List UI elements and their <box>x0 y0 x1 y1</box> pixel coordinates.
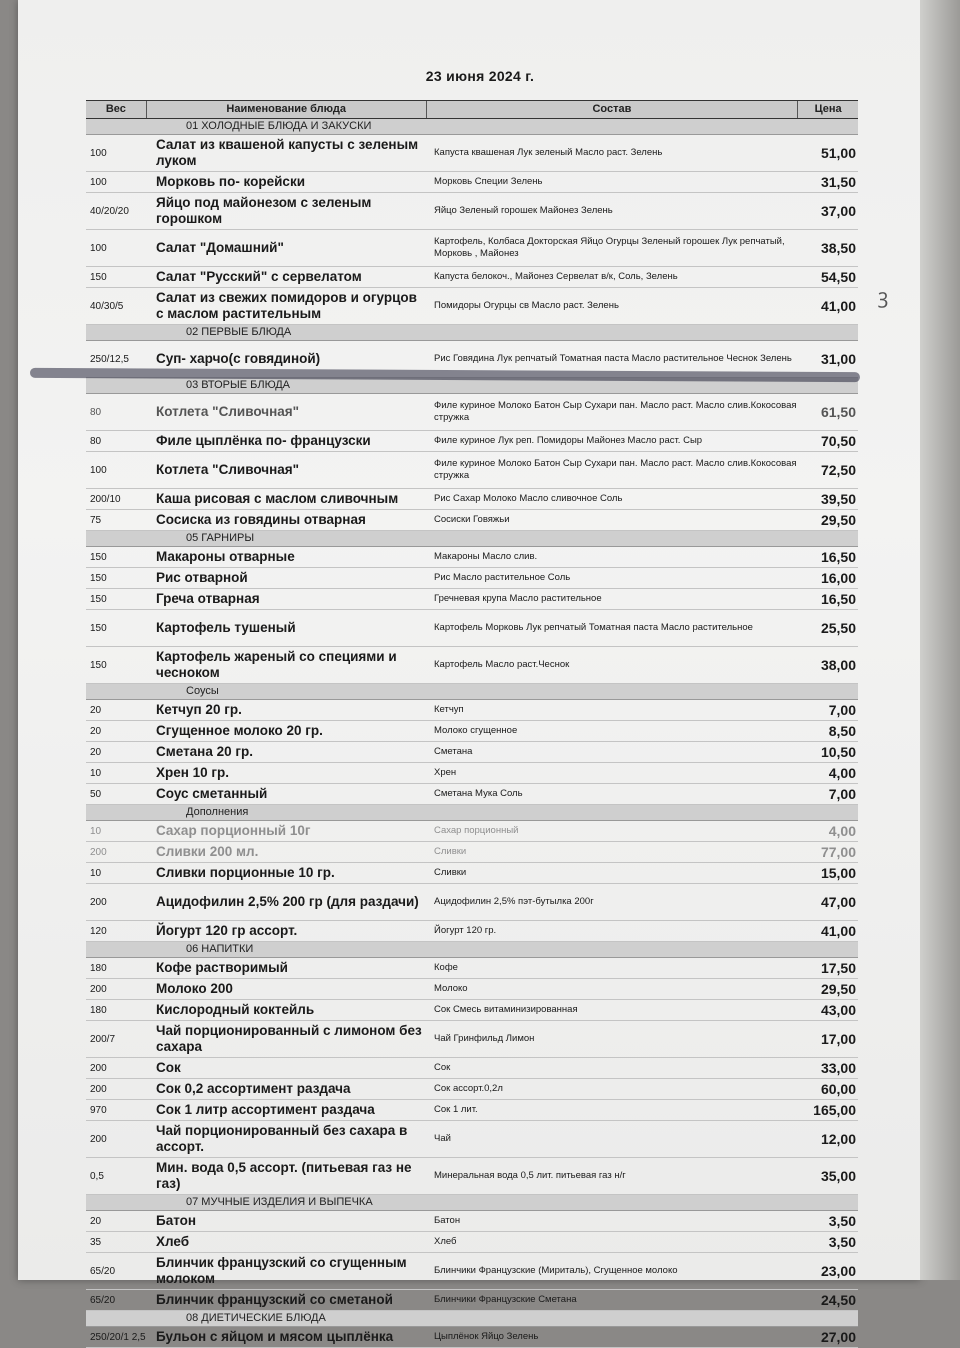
cell-name: Сок 1 литр ассортимент раздача <box>156 1102 375 1117</box>
cell-weight: 180 <box>90 962 107 974</box>
cell-name: Блинчик французский со сметаной <box>156 1292 393 1307</box>
table-row <box>86 1021 858 1058</box>
cell-weight: 75 <box>90 514 102 526</box>
table-row <box>86 921 858 942</box>
cell-weight: 200 <box>90 1062 107 1074</box>
header-weight: Вес <box>86 101 147 118</box>
table-row <box>86 1253 858 1290</box>
table-row <box>86 172 858 193</box>
cell-composition: Капуста квашеная Лук зеленый Масло раст. Зелень <box>434 147 663 158</box>
cell-composition: Сок Смесь витаминизированная <box>434 1004 578 1015</box>
cell-composition: Цыплёнок Яйцо Зелень <box>434 1331 539 1342</box>
cell-name: Ацидофилин 2,5% 200 гр (для раздачи) <box>156 894 419 909</box>
cell-name: Соус сметанный <box>156 786 268 801</box>
cell-weight: 65/20 <box>90 1294 116 1306</box>
table-row <box>86 193 858 230</box>
cell-weight: 20 <box>90 746 102 758</box>
cell-composition: Рис Масло растительное Соль <box>434 572 571 583</box>
table-row <box>86 821 858 842</box>
cell-name: Сахар порционный 10г <box>156 823 311 838</box>
cell-composition: Рис Говядина Лук репчатый Томатная паста Масло растительное Чеснок Зелень <box>434 353 792 364</box>
cell-weight: 150 <box>90 593 107 605</box>
table-row <box>86 267 858 288</box>
cell-name: Кетчуп 20 гр. <box>156 702 242 717</box>
cell-price: 7,00 <box>828 702 856 718</box>
cell-price: 165,00 <box>813 1102 856 1118</box>
cell-name: Кофе растворимый <box>156 960 288 975</box>
cell-name: Салат из квашеной капусты с зеленым луком <box>156 137 419 168</box>
header-name: Наименование блюда <box>147 101 427 118</box>
cell-composition: Йогурт 120 гр. <box>434 925 497 936</box>
cell-name: Хрен 10 гр. <box>156 765 230 780</box>
cell-composition: Ацидофилин 2,5% пэт-бутылка 200г <box>434 896 594 907</box>
cell-composition: Капуста белокоч., Майонез Сервелат в/к, Соль, Зелень <box>434 271 678 282</box>
cell-price: 7,00 <box>828 786 856 802</box>
table-row <box>86 135 858 172</box>
cell-weight: 0,5 <box>90 1170 104 1182</box>
cell-composition: Филе куриное Молоко Батон Сыр Сухари пан. Масло раст. Масло слив.Кокосовая стружка <box>434 400 797 423</box>
cell-price: 24,50 <box>820 1292 856 1308</box>
cell-price: 51,00 <box>820 145 856 161</box>
cell-weight: 150 <box>90 572 107 584</box>
cell-price: 10,50 <box>820 744 856 760</box>
table-row <box>86 288 858 325</box>
table-row <box>86 647 858 684</box>
cell-name: Йогурт 120 гр ассорт. <box>156 923 298 938</box>
cell-weight: 40/30/5 <box>90 300 124 312</box>
table-row <box>86 1100 858 1121</box>
cell-weight: 200 <box>90 1133 107 1145</box>
cell-name: Блинчик французский со сгущенным молоком <box>156 1255 407 1286</box>
cell-price: 29,50 <box>820 981 856 997</box>
cell-name: Кислородный коктейль <box>156 1002 315 1017</box>
section-title: 02 ПЕРВЫЕ БЛЮДА <box>86 325 858 341</box>
cell-price: 31,00 <box>820 351 856 367</box>
cell-name: Картофель тушеный <box>156 620 296 635</box>
cell-name: Яйцо под майонезом с зеленым горошком <box>156 195 372 226</box>
table-row <box>86 842 858 863</box>
cell-price: 15,00 <box>820 865 856 881</box>
cell-name: Картофель жареный со специями и чесноком <box>156 649 397 680</box>
cell-weight: 150 <box>90 271 107 283</box>
cell-composition: Блинчики Французские Сметана <box>434 1294 577 1305</box>
cell-composition: Хрен <box>434 767 457 778</box>
cell-composition: Кетчуп <box>434 704 464 715</box>
cell-composition: Хлеб <box>434 1236 457 1247</box>
table-row <box>86 1290 858 1311</box>
cell-price: 70,50 <box>820 433 856 449</box>
table-row <box>86 394 858 431</box>
cell-composition: Сливки <box>434 846 467 857</box>
cell-weight: 150 <box>90 622 107 634</box>
cell-composition: Макароны Масло слив. <box>434 551 538 562</box>
cell-weight: 250/12,5 <box>90 353 129 365</box>
table-row <box>86 510 858 531</box>
cell-weight: 80 <box>90 406 102 418</box>
menu-table <box>86 100 858 1348</box>
cell-composition: Чай Гринфильд Лимон <box>434 1033 535 1044</box>
cell-name: Каша рисовая с маслом сливочным <box>156 491 399 506</box>
cell-weight: 150 <box>90 551 107 563</box>
cell-composition: Картофель Масло раст.Чеснок <box>434 659 570 670</box>
binder-edge <box>920 0 960 1280</box>
section-title: Соусы <box>86 684 858 700</box>
cell-name: Сок <box>156 1060 181 1075</box>
table-row <box>86 884 858 921</box>
cell-name: Чай порционированный без сахара в ассорт. <box>156 1123 408 1154</box>
cell-price: 16,50 <box>820 549 856 565</box>
cell-composition: Картофель Морковь Лук репчатый Томатная паста Масло растительное <box>434 622 753 633</box>
table-row <box>86 742 858 763</box>
cell-name: Сливки 200 мл. <box>156 844 259 859</box>
section-title: 08 ДИЕТИЧЕСКИЕ БЛЮДА <box>86 1311 858 1327</box>
cell-price: 17,00 <box>820 1031 856 1047</box>
table-row <box>86 568 858 589</box>
cell-composition: Сок ассорт.0,2л <box>434 1083 503 1094</box>
cell-price: 29,50 <box>820 512 856 528</box>
cell-name: Сосиска из говядины отварная <box>156 512 366 527</box>
cell-price: 43,00 <box>820 1002 856 1018</box>
cell-name: Макароны отварные <box>156 549 295 564</box>
cell-weight: 100 <box>90 464 107 476</box>
cell-price: 38,00 <box>820 657 856 673</box>
table-row <box>86 721 858 742</box>
cell-name: Суп- харчо(с говядиной) <box>156 351 321 366</box>
table-row <box>86 230 858 267</box>
cell-weight: 65/20 <box>90 1265 116 1277</box>
cell-price: 35,00 <box>820 1168 856 1184</box>
cell-price: 16,50 <box>820 591 856 607</box>
table-row <box>86 489 858 510</box>
table-header <box>86 100 858 119</box>
cell-name: Сметана 20 гр. <box>156 744 253 759</box>
cell-price: 16,00 <box>820 570 856 586</box>
cell-composition: Сметана <box>434 746 473 757</box>
table-row <box>86 1211 858 1232</box>
section-title: 05 ГАРНИРЫ <box>86 531 858 547</box>
cell-price: 25,50 <box>820 620 856 636</box>
cell-composition: Сок <box>434 1062 451 1073</box>
cell-price: 3,50 <box>828 1234 856 1250</box>
section-title: 01 ХОЛОДНЫЕ БЛЮДА И ЗАКУСКИ <box>86 119 858 135</box>
cell-name: Греча отварная <box>156 591 260 606</box>
cell-weight: 200 <box>90 896 107 908</box>
cell-price: 72,50 <box>820 462 856 478</box>
cell-price: 17,50 <box>820 960 856 976</box>
cell-composition: Молоко <box>434 983 468 994</box>
cell-weight: 200 <box>90 983 107 995</box>
cell-composition: Филе куриное Молоко Батон Сыр Сухари пан. Масло раст. Масло слив.Кокосовая стружка <box>434 458 797 481</box>
table-row <box>86 1079 858 1100</box>
cell-composition: Сливки <box>434 867 467 878</box>
cell-weight: 20 <box>90 704 102 716</box>
table-row <box>86 1058 858 1079</box>
cell-composition: Сметана Мука Соль <box>434 788 523 799</box>
cell-price: 8,50 <box>828 723 856 739</box>
cell-price: 47,00 <box>820 894 856 910</box>
table-row <box>86 863 858 884</box>
cell-price: 27,00 <box>820 1329 856 1345</box>
header-price: Цена <box>814 103 842 115</box>
cell-name: Морковь по- корейски <box>156 174 306 189</box>
cell-weight: 10 <box>90 767 102 779</box>
table-row <box>86 1000 858 1021</box>
cell-composition: Яйцо Зеленый горошек Майонез Зелень <box>434 205 613 216</box>
table-row <box>86 1327 858 1348</box>
cell-name: Батон <box>156 1213 197 1228</box>
cell-price: 41,00 <box>820 923 856 939</box>
cell-price: 4,00 <box>828 765 856 781</box>
cell-name: Чай порционированный с лимоном без сахара <box>156 1023 422 1054</box>
cell-composition: Помидоры Огурцы св Масло раст. Зелень <box>434 300 619 311</box>
cell-weight: 10 <box>90 825 102 837</box>
cell-weight: 200/7 <box>90 1033 116 1045</box>
cell-name: Котлета "Сливочная" <box>156 462 300 477</box>
cell-name: Салат "Домашний" <box>156 240 284 255</box>
cell-weight: 40/20/20 <box>90 205 129 217</box>
cell-price: 39,50 <box>820 491 856 507</box>
table-row <box>86 1121 858 1158</box>
cell-name: Салат из свежих помидоров и огурцов с маслом растительным <box>156 290 417 321</box>
cell-price: 12,00 <box>820 1131 856 1147</box>
table-row <box>86 700 858 721</box>
cell-weight: 20 <box>90 725 102 737</box>
cell-composition: Сахар порционный <box>434 825 519 836</box>
cell-weight: 10 <box>90 867 102 879</box>
cell-name: Сок 0,2 ассортимент раздача <box>156 1081 351 1096</box>
cell-weight: 970 <box>90 1104 107 1116</box>
cell-composition: Сосиски Говяжьи <box>434 514 510 525</box>
cell-weight: 200 <box>90 1083 107 1095</box>
cell-price: 41,00 <box>820 298 856 314</box>
cell-price: 77,00 <box>820 844 856 860</box>
cell-composition: Блинчики Французские (Мириталь), Сгущенное молоко <box>434 1265 678 1276</box>
cell-price: 33,00 <box>820 1060 856 1076</box>
cell-composition: Гречневая крупа Масло растительное <box>434 593 602 604</box>
cell-name: Бульон с яйцом и мясом цыплёнка <box>156 1329 394 1344</box>
cell-weight: 150 <box>90 659 107 671</box>
table-row <box>86 1158 858 1195</box>
table-row <box>86 958 858 979</box>
cell-name: Молоко 200 <box>156 981 233 996</box>
cell-composition: Сок 1 лит. <box>434 1104 478 1115</box>
cell-composition: Кофе <box>434 962 458 973</box>
cell-composition: Рис Сахар Молоко Масло сливочное Соль <box>434 493 623 504</box>
cell-composition: Батон <box>434 1215 461 1226</box>
cell-weight: 100 <box>90 242 107 254</box>
table-row <box>86 589 858 610</box>
menu-date: 23 июня 2024 г. <box>425 68 535 84</box>
header-composition: Состав <box>427 101 799 118</box>
menu-rows <box>86 119 858 1348</box>
table-row <box>86 784 858 805</box>
cell-weight: 50 <box>90 788 102 800</box>
cell-name: Мин. вода 0,5 ассорт. (питьевая газ не газ) <box>156 1160 412 1191</box>
cell-composition: Картофель, Колбаса Докторская Яйцо Огурцы Зеленый горошек Лук репчатый, Морковь , Майонез <box>434 236 785 259</box>
table-row <box>86 979 858 1000</box>
cell-name: Филе цыплёнка по- французски <box>156 433 371 448</box>
cell-weight: 100 <box>90 147 107 159</box>
table-row <box>86 763 858 784</box>
cell-weight: 35 <box>90 1236 102 1248</box>
section-title: 07 МУЧНЫЕ ИЗДЕЛИЯ И ВЫПЕЧКА <box>86 1195 858 1211</box>
cell-composition: Морковь Специи Зелень <box>434 176 543 187</box>
table-row <box>86 452 858 489</box>
cell-name: Сгущенное молоко 20 гр. <box>156 723 323 738</box>
cell-price: 61,50 <box>820 404 856 420</box>
table-row <box>86 610 858 647</box>
cell-price: 37,00 <box>820 203 856 219</box>
section-title: 06 НАПИТКИ <box>86 942 858 958</box>
cell-weight: 250/20/1 2,5 <box>90 1331 146 1343</box>
cell-weight: 180 <box>90 1004 107 1016</box>
cell-price: 3,50 <box>828 1213 856 1229</box>
section-title: 03 ВТОРЫЕ БЛЮДА <box>86 378 858 394</box>
cell-price: 4,00 <box>828 823 856 839</box>
cell-composition: Филе куриное Лук реп. Помидоры Майонез Масло раст. Сыр <box>434 435 703 446</box>
cell-weight: 200 <box>90 846 107 858</box>
cell-price: 38,50 <box>820 240 856 256</box>
cell-name: Котлета "Сливочная" <box>156 404 300 419</box>
section-title: Дополнения <box>86 805 858 821</box>
cell-name: Рис отварной <box>156 570 248 585</box>
cell-weight: 20 <box>90 1215 102 1227</box>
cell-price: 60,00 <box>820 1081 856 1097</box>
table-row <box>86 1232 858 1253</box>
cell-composition: Минеральная вода 0,5 лит. питьевая газ н/г <box>434 1170 626 1181</box>
cell-name: Салат "Русский" с сервелатом <box>156 269 362 284</box>
cell-price: 23,00 <box>820 1263 856 1279</box>
cell-price: 31,50 <box>820 174 856 190</box>
table-row <box>86 431 858 452</box>
cell-name: Хлеб <box>156 1234 190 1249</box>
cell-weight: 80 <box>90 435 102 447</box>
cell-price: 54,50 <box>820 269 856 285</box>
cell-weight: 200/10 <box>90 493 121 505</box>
cell-weight: 100 <box>90 176 107 188</box>
cell-composition: Молоко сгущенное <box>434 725 518 736</box>
pen-mark: ꝫ <box>878 286 889 308</box>
table-row <box>86 547 858 568</box>
cell-composition: Чай <box>434 1133 451 1144</box>
cell-name: Сливки порционные 10 гр. <box>156 865 335 880</box>
cell-weight: 120 <box>90 925 107 937</box>
